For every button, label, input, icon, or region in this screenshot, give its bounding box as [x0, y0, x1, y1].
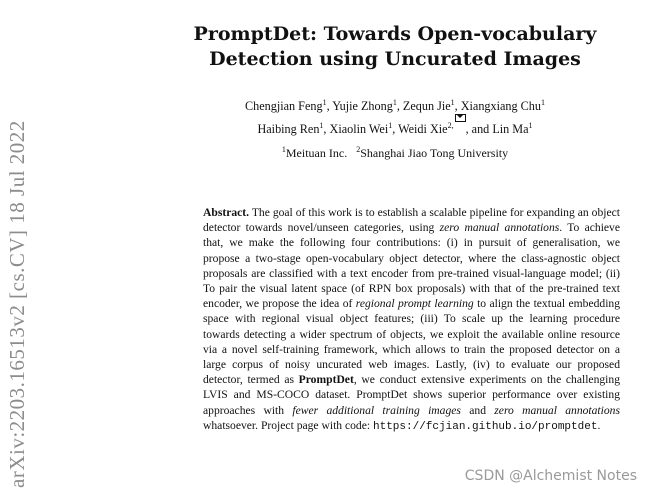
author-affil-mark: 1 — [392, 97, 397, 107]
author-separator: , — [396, 99, 403, 113]
abstract-label: Abstract. — [203, 206, 250, 219]
author-affil-mark: 1 — [450, 97, 455, 107]
author-separator: , — [454, 99, 461, 113]
author-name: Yujie Zhong — [332, 99, 393, 113]
author-line-1 — [150, 98, 640, 114]
author-name: Xiangxiang Chu — [460, 99, 541, 113]
abstract-text: and — [460, 403, 495, 417]
title-line-1: PromptDet: Towards Open-vocabulary — [193, 23, 597, 45]
method-name: PromptDet — [298, 373, 354, 387]
author-affil-mark: 1 — [319, 121, 324, 130]
abstract-emphasis: regional prompt learning — [355, 297, 474, 311]
author-name: Chengjian Feng — [245, 99, 323, 113]
affiliations — [150, 145, 640, 161]
author-separator: , and — [465, 122, 493, 137]
abstract-text: . To achieve that, we make the following four contributions: (i) in pursuit of generalisation, we propose a two-stage open-vocabulary object detector, where the class-agnostic object proposals are classified with a text encoder from pre-trained visual-language model; (ii) To pair the visual latent space (of RPN box proposals) with that of the pre-trained text encoder, we propose the idea of — [203, 221, 620, 311]
abstract — [203, 205, 620, 435]
author-separator: , — [323, 122, 330, 137]
author-affil-mark: 2, — [448, 121, 466, 130]
author-affil-mark: 1 — [528, 121, 533, 130]
project-url[interactable]: https://fcjian.github.io/promptdet — [373, 420, 598, 433]
abstract-text: to align the textual embedding space with regional visual object features; (iii) To scale up the learning procedure towards detecting a wider spectrum of objects, we exploit the available online resource via a novel self-training framework, which allows to train the proposed detector on a large corpus of noisy uncurated web images. Lastly, (iv) to evaluate our proposed detector, termed as — [203, 297, 621, 387]
author-separator: , — [326, 99, 333, 113]
affil-mark: 2 — [356, 145, 361, 154]
author-affil-mark: 1 — [322, 97, 327, 107]
author-affil-mark: 1 — [388, 121, 393, 130]
abstract-text: whatsoever. Project page with code: — [203, 418, 373, 432]
title-line-2: Detection using Uncurated Images — [209, 48, 581, 70]
watermark: CSDN @Alchemist Notes — [464, 468, 637, 484]
abstract-emphasis: fewer additional training images — [292, 403, 461, 417]
paper-title — [150, 22, 640, 72]
author-line-2 — [150, 114, 640, 137]
envelope-icon — [455, 114, 466, 122]
author-name: Zequn Jie — [402, 99, 451, 113]
author-affil-mark: 1 — [540, 97, 545, 107]
author-separator: , — [392, 122, 399, 137]
abstract-text: . — [597, 418, 601, 432]
author-name: Weidi Xie — [398, 122, 448, 137]
abstract-text: , we conduct extensive experiments on the challenging LVIS and MS-COCO dataset. PromptDet shows superior performance over existing approaches with — [203, 373, 620, 417]
arxiv-stamp — [0, 120, 36, 494]
author-list — [150, 98, 640, 137]
abstract-emphasis: zero manual annotations — [439, 221, 560, 235]
arxiv-stamp-text: arXiv:2203.16513v2 [cs.CV] 18 Jul 2022 — [5, 120, 29, 488]
abstract-emphasis: zero manual annotations — [494, 403, 620, 417]
affil-org: Shanghai Jiao Tong University — [360, 146, 509, 160]
author-name: Xiaolin Wei — [329, 122, 389, 137]
author-name: Haibing Ren — [257, 122, 320, 137]
affil-org: Meituan Inc. — [285, 146, 348, 160]
author-name: Lin Ma — [492, 122, 529, 137]
affil-mark: 1 — [281, 145, 286, 154]
abstract-text: The goal of this work is to establish a scalable pipeline for expanding an object detector towards novel/unseen categories, using — [203, 206, 620, 235]
